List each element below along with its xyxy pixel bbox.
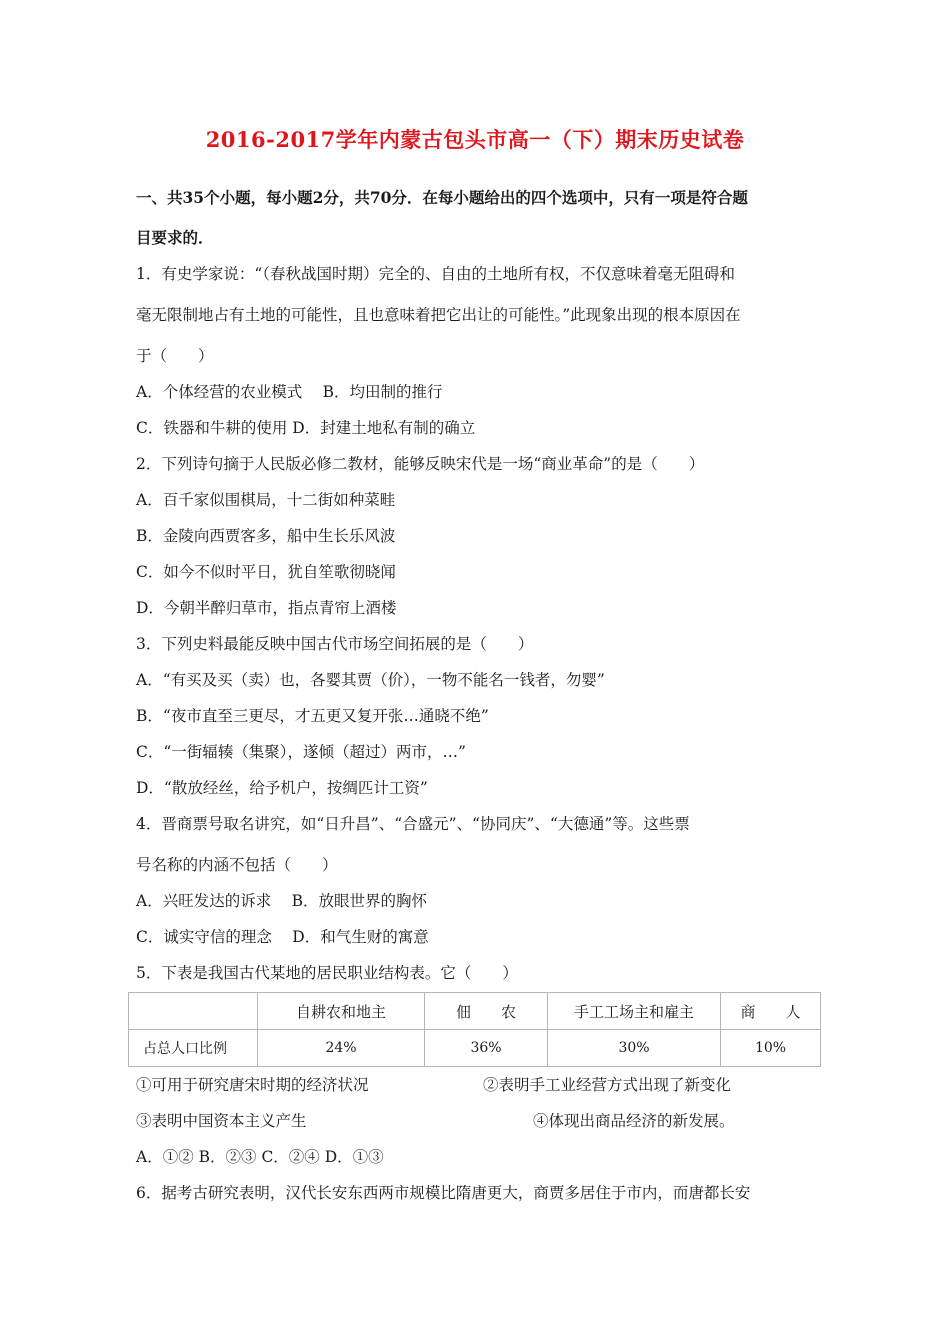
q2-option-c: C．如今不似时平日，犹自笙歌彻晓闻	[136, 563, 396, 581]
table-cell-merchants: 10%	[721, 1030, 821, 1067]
q4-options-ab: A．兴旺发达的诉求 B．放眼世界的胸怀	[136, 892, 428, 910]
q5-stem: 5．下表是我国古代某地的居民职业结构表。它（ ）	[136, 964, 518, 982]
table-header-owner-farmers: 自耕农和地主	[258, 993, 425, 1030]
q3-stem: 3．下列史料最能反映中国古代市场空间拓展的是（ ）	[136, 635, 534, 653]
section-instructions-line2: 目要求的．	[136, 228, 214, 247]
q4-options-cd: C．诚实守信的理念 D．和气生财的寓意	[136, 928, 429, 946]
q5-statement-4: ④体现出商品经济的新发展。	[533, 1112, 735, 1130]
q4-stem-line2: 号名称的内涵不包括（ ）	[136, 856, 338, 874]
q3-option-a: A．“有买及买（卖）也，各婴其贾（价），一物不能名一钱者，勿婴”	[136, 671, 605, 689]
section-instructions-line1: 一、共35个小题，每小题2分，共70分．在每小题给出的四个选项中，只有一项是符合题	[136, 188, 748, 207]
table-cell-owner-farmers: 24%	[258, 1030, 425, 1067]
q1-stem-line3: 于（ ）	[136, 347, 214, 365]
occupation-table	[128, 992, 821, 1067]
occupation-table-value-row	[129, 1030, 821, 1067]
q6-stem-line1: 6．据考古研究表明，汉代长安东西两市规模比隋唐更大，商贾多居住于市内，而唐都长安	[136, 1184, 751, 1202]
q1-stem-line2: 毫无限制地占有土地的可能性，且也意味着把它出让的可能性。”此现象出现的根本原因在	[136, 306, 741, 324]
table-header-merchants: 商 人	[721, 993, 821, 1030]
table-row-label: 占总人口比例	[129, 1030, 258, 1067]
table-cell-workshop-owners: 30%	[548, 1030, 721, 1067]
q2-option-a: A．百千家似围棋局，十二街如种菜畦	[136, 491, 396, 509]
exam-title: 2016-2017学年内蒙古包头市高一（下）期末历史试卷	[205, 127, 745, 152]
q1-options-cd: C．铁器和牛耕的使用 D．封建土地私有制的确立	[136, 419, 476, 437]
table-header-tenants: 佃 农	[425, 993, 548, 1030]
q3-option-d: D．“散放经丝，给予机户，按绸匹计工资”	[136, 779, 428, 797]
table-header-workshop-owners: 手工工场主和雇主	[548, 993, 721, 1030]
table-cell-tenants: 36%	[425, 1030, 548, 1067]
occupation-table-header-row	[129, 993, 821, 1030]
q1-options-ab: A．个体经营的农业模式 B．均田制的推行	[136, 383, 443, 401]
q5-statement-3: ③表明中国资本主义产生	[136, 1112, 307, 1130]
q2-option-b: B．金陵向西贾客多，船中生长乐风波	[136, 527, 396, 545]
q3-option-c: C．“一街辐辏（集聚），遂倾（超过）两市，…”	[136, 743, 466, 761]
q5-statement-2: ②表明手工业经营方式出现了新变化	[483, 1076, 732, 1094]
q5-options: A．①② B．②③ C．②④ D．①③	[136, 1148, 384, 1166]
q2-stem: 2．下列诗句摘于人民版必修二教材，能够反映宋代是一场“商业革命”的是（ ）	[136, 455, 705, 473]
q4-stem-line1: 4．晋商票号取名讲究，如“日升昌”、“合盛元”、“协同庆”、“大德通”等。这些票	[136, 815, 690, 833]
table-header-empty	[129, 993, 258, 1030]
q5-statement-1: ①可用于研究唐宋时期的经济状况	[136, 1076, 369, 1094]
q2-option-d: D．今朝半醉归草市，指点青帘上酒楼	[136, 599, 397, 617]
q3-option-b: B．“夜市直至三更尽，才五更又复开张…通晓不绝”	[136, 707, 489, 725]
q1-stem-line1: 1．有史学家说：“（春秋战国时期）完全的、自由的土地所有权，不仅意味着毫无阻碍和	[136, 265, 736, 283]
